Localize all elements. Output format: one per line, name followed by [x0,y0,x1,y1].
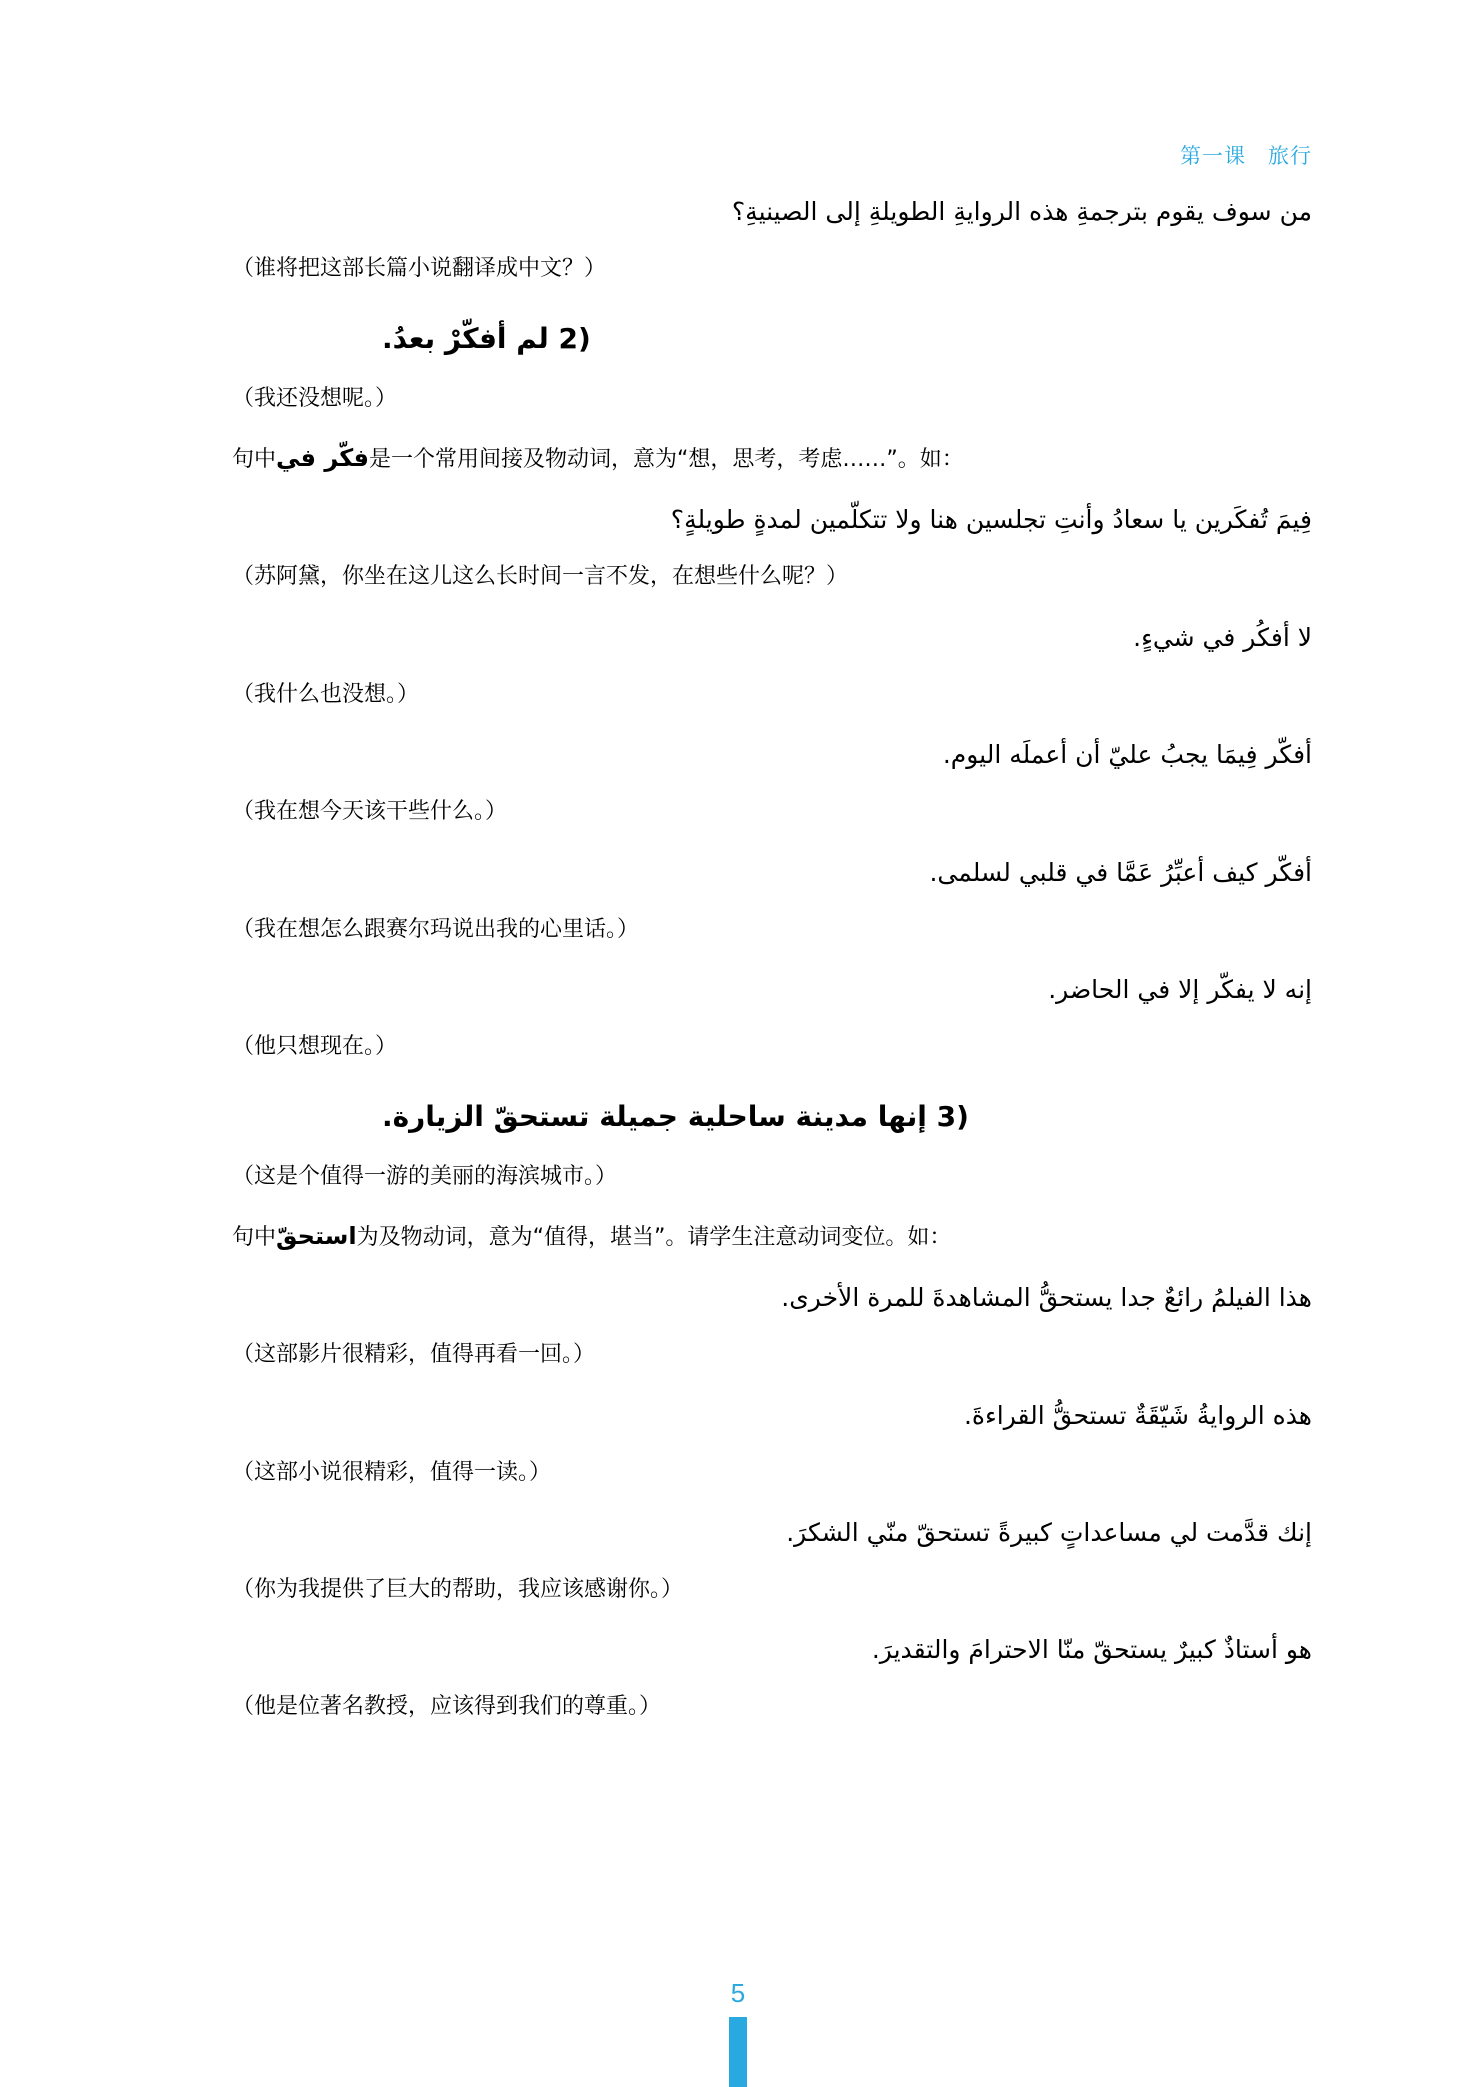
running-head: 第一课 旅行 [1180,145,1312,168]
chinese-line-1: （谁将把这部长篇小说翻译成中文？） [232,256,607,281]
item-2-example-3-chinese: （我在想今天该干些什么。） [232,799,508,825]
item-2-note-arabic-word: فكّر في [276,443,369,472]
item-2-number: 2) [558,322,591,356]
item-2-arabic: لم أفكّرْ بعدُ. [382,322,549,356]
item-3-example-3-arabic: إنك قدَّمت لي مساعداتٍ كبيرةً تستحقّ منّي الشكرَ. [786,1518,1312,1548]
item-3-chinese: （这是个值得一游的美丽的海滨城市。） [232,1164,618,1190]
item-3-note-suffix: 为及物动词，意为“值得，堪当”。请学生注意动词变位。如： [356,1224,952,1250]
item-3-example-1-chinese: （这部影片很精彩，值得再看一回。） [232,1342,596,1368]
item-2-example-1-chinese: （苏阿黛，你坐在这儿这么长时间一言不发，在想些什么呢？） [232,564,849,590]
item-2-example-5-arabic: إنه لا يفكّر إلا في الحاضر. [1048,974,1312,1004]
item-3-note-prefix: 句中 [232,1224,277,1250]
item-2-chinese: （我还没想呢。） [232,386,398,412]
item-2-note-suffix: 是一个常用间接及物动词，意为“想，思考，考虑……”。如： [368,446,964,472]
item-3-example-1-arabic: هذا الفيلمُ رائعٌ جدا يستحقُّ المشاهدةَ للمرة الأخرى. [781,1283,1312,1313]
item-2-example-4-chinese: （我在想怎么跟赛尔玛说出我的心里话。） [232,916,640,942]
item-3-example-2-chinese: （这部小说很精彩，值得一读。） [232,1459,552,1485]
page-number: 5 [730,1978,746,2008]
item-3-arabic: إنها مدينة ساحلية جميلة تستحقّ الزيارة. [382,1100,927,1134]
arabic-line-1: من سوف يقوم بترجمةِ هذه الروايةِ الطويلةِ إلى الصينيةِ؟ [731,197,1312,226]
item-2-example-4-arabic: أفكّر كيف أعبِّرُ عَمَّا في قلبي لسلمى. [929,857,1312,887]
item-2-example-5-chinese: （他只想现在。） [232,1033,398,1059]
item-3-number: 3) [936,1100,969,1134]
item-3-example-2-arabic: هذه الروايةُ شَيّقَةٌ تستحقُّ القراءةَ. [963,1400,1312,1430]
item-2-example-1-arabic: فِيمَ تُفكَرين يا سعادُ وأنتِ تجلسين هنا ولا تتكلّمين لمدةٍ طويلةٍ؟ [670,505,1312,535]
page-content [232,0,1322,1726]
item-3-example-3-chinese: （你为我提供了巨大的帮助，我应该感谢你。） [232,1577,684,1603]
item-2-note-prefix: 句中 [232,446,277,472]
item-2-heading [232,317,1322,362]
item-2-example-3-arabic: أفكّر فِيمَا يجبُ عليّ أن أعملَه اليوم. [942,740,1312,770]
item-2-note [232,438,1322,479]
item-3-note-arabic-word: استحقّ [276,1221,357,1250]
item-3-heading [232,1095,1322,1140]
footer-accent-bar [729,2017,747,2087]
item-2-example-2-chinese: （我什么也没想。） [232,681,420,707]
item-3-example-4-arabic: هو أستاذٌ كبيرٌ يستحقّ منّا الاحترامَ والتقديرَ. [871,1635,1312,1665]
item-2-example-2-arabic: لا أفكُر في شيءٍ. [1133,622,1312,652]
item-3-note [232,1216,1322,1257]
item-3-example-4-chinese: （他是位著名教授，应该得到我们的尊重。） [232,1694,662,1720]
page-footer [0,1978,1476,2087]
